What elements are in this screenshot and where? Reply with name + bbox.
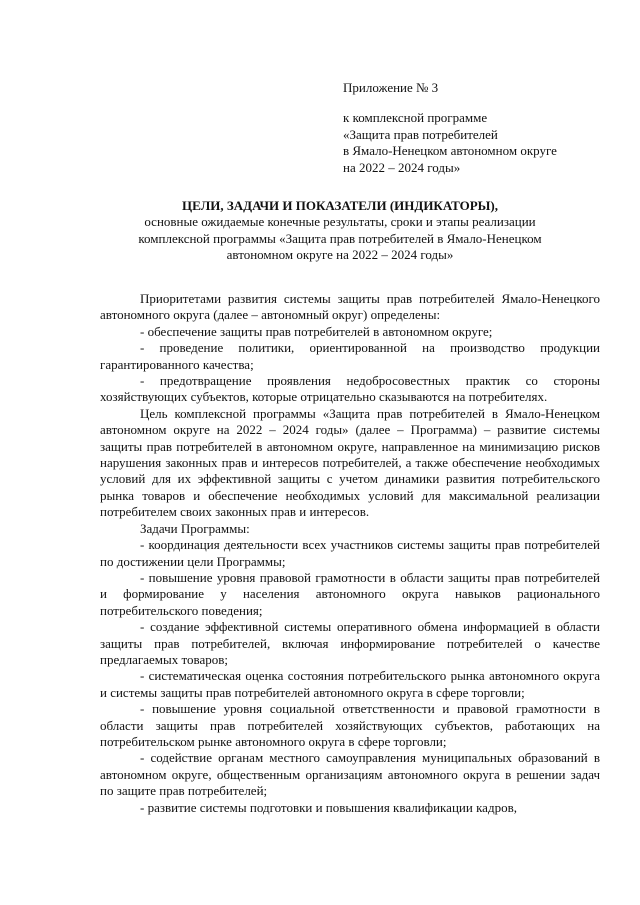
body-paragraph: - содействие органам местного самоуправления муниципальных образований в автономном округе, общественным организациям автономного округа в решении задач по защите прав потребителей; — [100, 750, 600, 799]
body-paragraph: - координация деятельности всех участников системы защиты прав потребителей по достижении цели Программы; — [100, 537, 600, 569]
body-paragraph: - развитие системы подготовки и повышения квалификации кадров, — [140, 799, 517, 815]
annex-ref-line: «Защита прав потребителей — [343, 126, 498, 142]
annex-ref-line: на 2022 – 2024 годы» — [343, 159, 461, 175]
document-title — [110, 198, 570, 264]
body-paragraph: - обеспечение защиты прав потребителей в автономном округе; — [140, 323, 493, 339]
annex-header — [343, 80, 623, 176]
body-paragraph: - предотвращение проявления недобросовестных практик со стороны хозяйствующих субъектов, которые отрицательно сказываются на потребителях. — [100, 373, 600, 405]
annex-ref-line: к комплексной программе — [343, 110, 488, 126]
title-main: ЦЕЛИ, ЗАДАЧИ И ПОКАЗАТЕЛИ (ИНДИКАТОРЫ), — [182, 198, 498, 213]
body-paragraph: Приоритетами развития системы защиты прав потребителей Ямало-Ненецкого автономного округа (далее – автономный округ) определены: — [100, 291, 600, 323]
body-paragraph: - систематическая оценка состояния потребительского рынка автономного округа и системы защиты прав потребителей автономного округа в сфере торговли; — [100, 668, 600, 700]
annex-ref-line: в Ямало-Ненецком автономном округе — [343, 143, 557, 159]
body-paragraph: - повышение уровня социальной ответственности и правовой грамотности в области защиты прав потребителей хозяйствующих субъектов, работающих на потребительском рынке автономного округа в сфере торговли; — [100, 701, 600, 749]
body-paragraph: Задачи Программы: — [140, 520, 250, 536]
body-paragraph: - повышение уровня правовой грамотности в области защиты прав потребителей и формирование у населения автономного округа навыков рационального потребительского поведения; — [100, 569, 600, 618]
annex-number: Приложение № 3 — [343, 80, 439, 95]
title-subtitle: основные ожидаемые конечные результаты, сроки и этапы реализации комплексной программы «Защита прав потребителей в Ямало-Ненецком автономном округе на 2022 – 2024 годы» — [138, 214, 542, 263]
body-paragraph: Цель комплексной программы «Защита прав потребителей в Ямало-Ненецком автономном округе на 2022 – 2024 годы» (далее – Программа) – развитие системы защиты прав потребителей в автономном округе, направленное на минимизацию рисков нарушения законных прав и интересов потребителей, а также обеспечение необходимых условий для их эффективной защиты с учетом динамики развития потребительского рынка товаров и обеспечение необходимых условий для максимальной реализации потребителем своих законных прав и интересов. — [100, 405, 600, 520]
document-body — [100, 291, 600, 816]
body-paragraph: - создание эффективной системы оперативного обмена информацией в области защиты прав потребителей, включая информирование потребителей о качестве предлагаемых товаров; — [100, 619, 600, 667]
body-paragraph: - проведение политики, ориентированной на производство продукции гарантированного качества; — [100, 340, 600, 372]
